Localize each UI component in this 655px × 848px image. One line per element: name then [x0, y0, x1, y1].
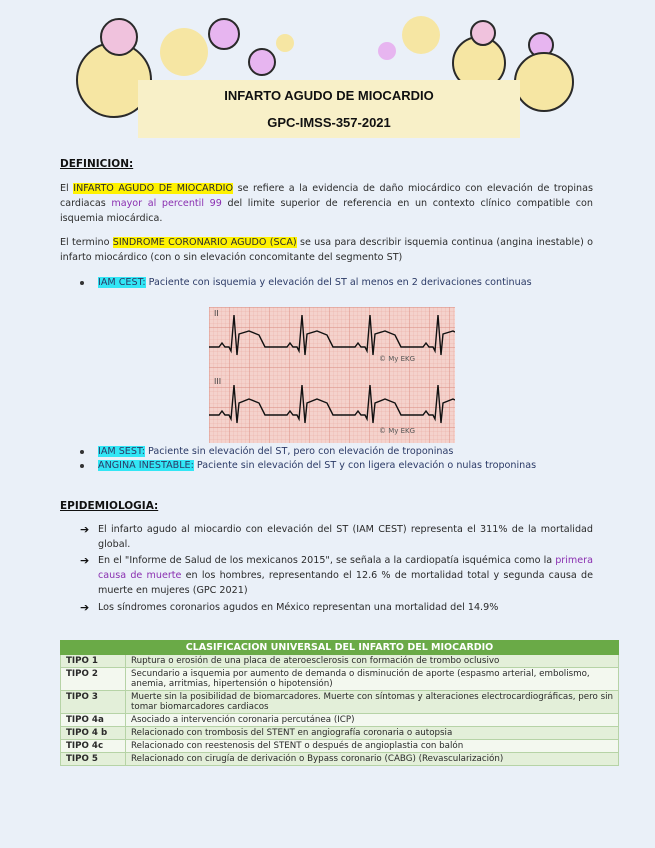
label-iam-sest: IAM SEST: — [98, 446, 145, 457]
decor-circle — [160, 28, 208, 76]
table-cell-desc: Relacionado con reestenosis del STENT o después de angioplastia con balón — [126, 740, 619, 753]
epidemiologia-heading: EPIDEMIOLOGIA: — [60, 500, 159, 512]
classification-table — [60, 640, 619, 766]
table-cell-tipo: TIPO 4a — [61, 714, 126, 727]
table-cell-desc: Relacionado con trombosis del STENT en angiografía coronaria o autopsia — [126, 727, 619, 740]
decor-circle — [208, 18, 240, 50]
list-item: ANGINA INESTABLE: Paciente sin elevación del ST y con ligera elevación o nulas troponinas — [80, 459, 593, 489]
list-item: ➔ El infarto agudo al miocardio con elevación del ST (IAM CEST) representa el 311% de la mortalidad global. — [80, 523, 593, 550]
definicion-paragraph-2: El termino SINDROME CORONARIO AGUDO (SCA) se usa para describir isquemia continua (angina inestable) o infarto miocárdico (con o sin elevación concomitante del segmento ST) — [60, 237, 593, 263]
table-cell-tipo: TIPO 1 — [61, 655, 126, 668]
table-header: CLASIFICACION UNIVERSAL DEL INFARTO DEL MIOCARDIO — [61, 641, 619, 655]
table-row — [61, 727, 619, 740]
table-cell-desc: Asociado a intervención coronaria percutánea (ICP) — [126, 714, 619, 727]
arrow-right-icon: ➔ — [80, 554, 90, 567]
list-item: IAM CEST: Paciente con isquemia y elevación del ST al menos en 2 derivaciones continuas — [80, 276, 593, 306]
page-subtitle: GPC-IMSS-357-2021 — [267, 115, 391, 130]
table-cell-desc: Relacionado con cirugía de derivación o Bypass coronario (CABG) (Revascularización) — [126, 753, 619, 766]
table-cell-tipo: TIPO 4c — [61, 740, 126, 753]
table-row — [61, 753, 619, 766]
ekg-watermark: © My EKG — [379, 427, 416, 435]
table-row — [61, 740, 619, 753]
decor-circle — [248, 48, 276, 76]
decor-circle — [514, 52, 574, 112]
purple-percentile: mayor al percentil 99 — [111, 198, 222, 209]
decor-circle — [378, 42, 396, 60]
title-box — [138, 80, 520, 138]
table-cell-tipo: TIPO 4 b — [61, 727, 126, 740]
decor-circle — [100, 18, 138, 56]
table-row — [61, 655, 619, 668]
table-row — [61, 668, 619, 691]
ekg-image — [209, 307, 455, 443]
table-cell-desc: Ruptura o erosión de una placa de ateroesclerosis con formación de trombo oclusivo — [126, 655, 619, 668]
table-cell-tipo: TIPO 2 — [61, 668, 126, 691]
label-angina-inestable: ANGINA INESTABLE: — [98, 460, 194, 471]
table-row — [61, 714, 619, 727]
page-title: INFARTO AGUDO DE MIOCARDIO — [224, 88, 434, 103]
bullet-icon — [80, 281, 84, 285]
list-item: ➔ Los síndromes coronarios agudos en México representan una mortalidad del 14.9% — [80, 601, 499, 614]
bullet-icon — [80, 450, 84, 454]
definicion-heading: DEFINICION: — [60, 158, 134, 170]
ekg-lead-label: II — [214, 309, 219, 318]
list-item: IAM SEST: Paciente sin elevación del ST, pero con elevación de troponinas — [80, 445, 593, 459]
list-item: ➔ En el "Informe de Salud de los mexicanos 2015", se señala a la cardiopatía isquémica como la primera causa de muerte en los hombres, representando el 12.6 % de mortalidad total y segunda causa de muerte en mujeres (GPC 2021) — [80, 554, 593, 596]
decor-circle — [276, 34, 294, 52]
arrow-right-icon: ➔ — [80, 523, 90, 536]
ekg-watermark: © My EKG — [379, 355, 416, 363]
table-cell-tipo: TIPO 3 — [61, 691, 126, 714]
definicion-paragraph-1: El INFARTO AGUDO DE MIOCARDIO se refiere a la evidencia de daño miocárdico con elevación de tropinas cardiacas mayor al percentil 99 del limite superior de referencia en un contexto clínico compatible con isquemia miocárdica. — [60, 183, 594, 224]
label-iam-cest: IAM CEST: — [98, 277, 146, 288]
purple-primera-causa: primera causa de muerte — [98, 555, 593, 581]
ekg-lead-label: III — [214, 377, 222, 386]
highlight-iam: INFARTO AGUDO DE MIOCARDIO — [73, 183, 234, 194]
decor-circle — [470, 20, 496, 46]
decor-circle — [402, 16, 440, 54]
table-header-row — [61, 641, 619, 655]
table-cell-desc: Secundario a isquemia por aumento de demanda o disminución de aporte (espasmo arterial, embolismo, anemia, arritmias, hipertensión o hipotensión) — [126, 668, 619, 691]
bullet-icon — [80, 464, 84, 468]
table-cell-desc: Muerte sin la posibilidad de biomarcadores. Muerte con síntomas y alteraciones electrocardiográficas, pero sin tomar biomarcadores cardiacos — [126, 691, 619, 714]
table-row — [61, 691, 619, 714]
arrow-right-icon: ➔ — [80, 601, 90, 614]
table-cell-tipo: TIPO 5 — [61, 753, 126, 766]
highlight-sca: SINDROME CORONARIO AGUDO (SCA) — [112, 237, 297, 248]
